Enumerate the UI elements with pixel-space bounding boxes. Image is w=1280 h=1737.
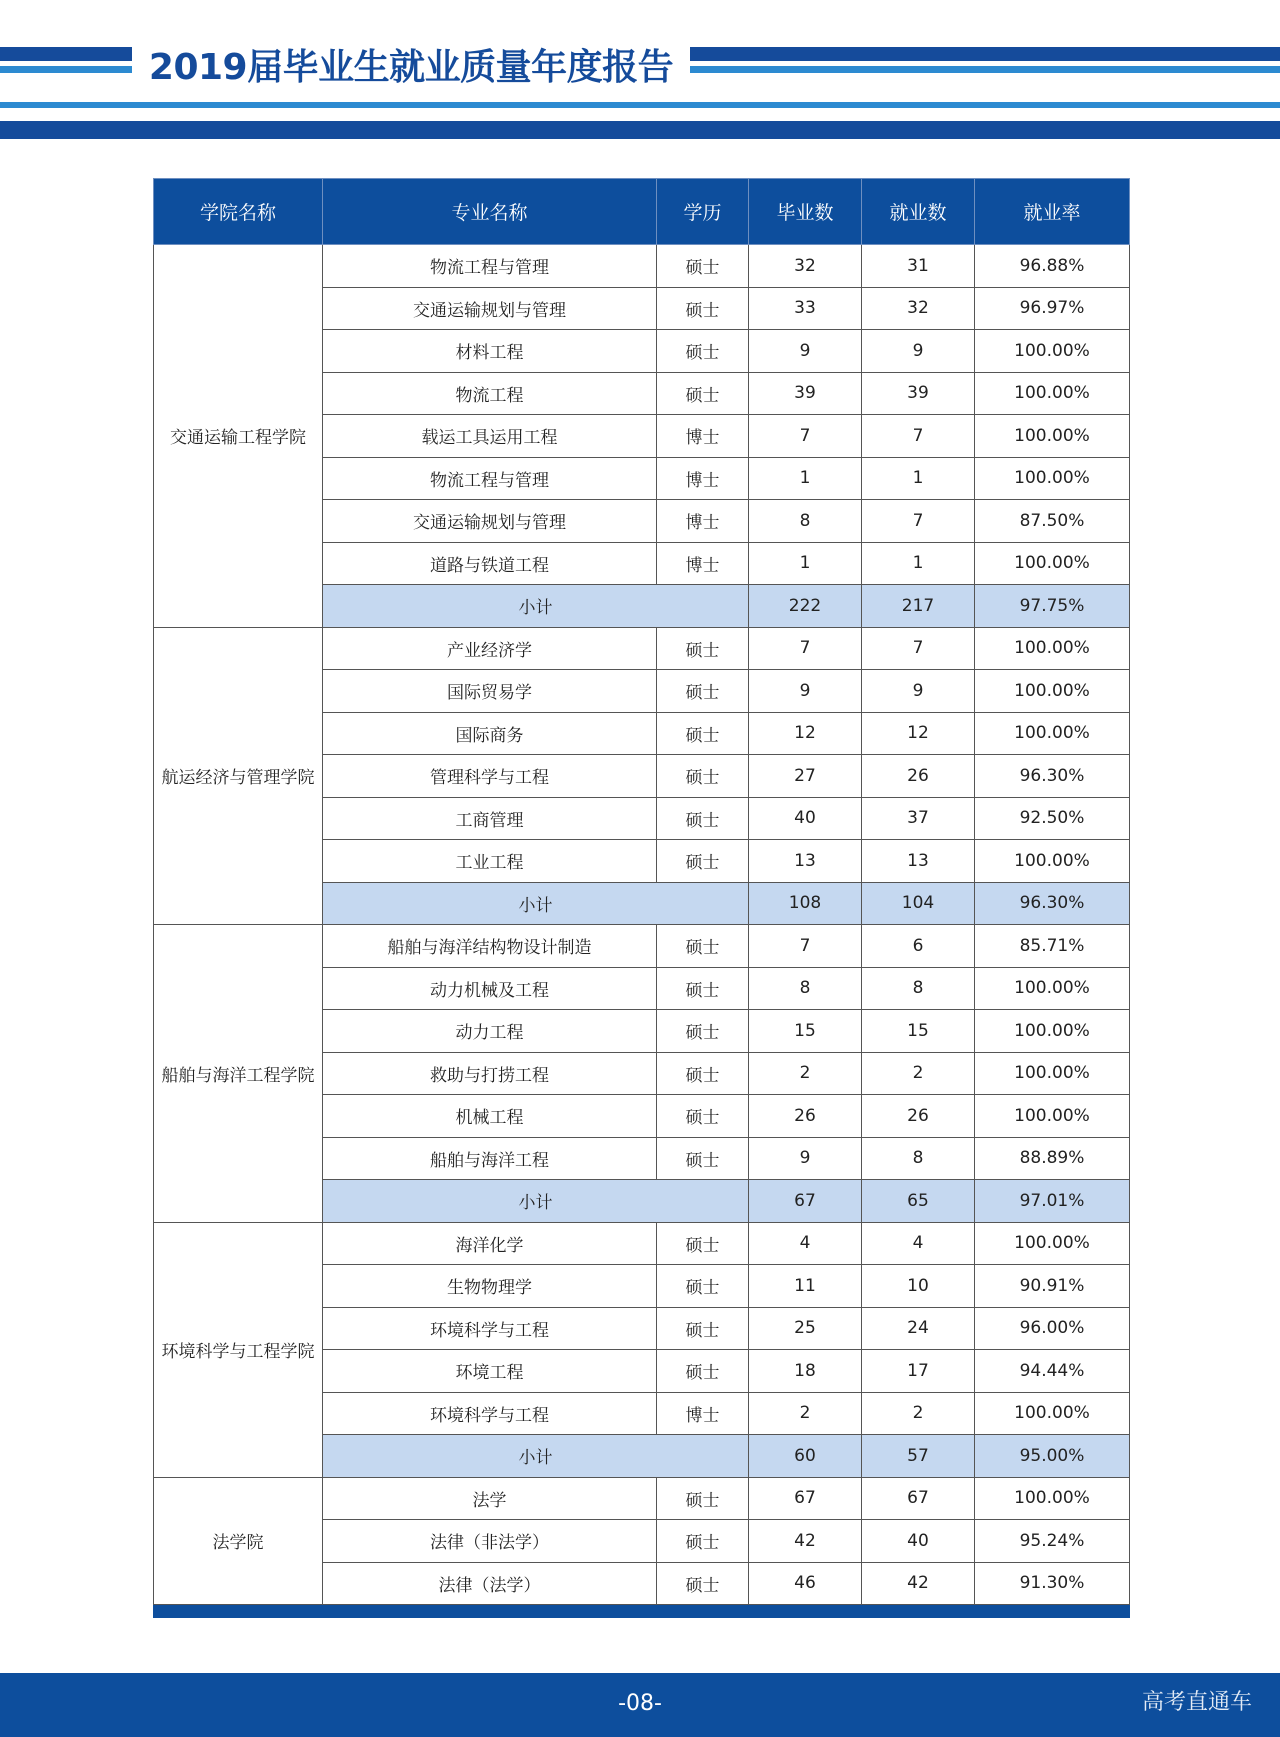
graduates-count: 7 xyxy=(749,415,862,458)
graduates-count: 27 xyxy=(749,755,862,798)
employed-count: 12 xyxy=(862,712,975,755)
table-row xyxy=(154,925,1130,968)
employment-rate: 92.50% xyxy=(975,797,1130,840)
table-row xyxy=(154,1477,1130,1520)
employed-count: 39 xyxy=(862,372,975,415)
employed-count: 1 xyxy=(862,457,975,500)
employment-rate: 96.00% xyxy=(975,1307,1130,1350)
employment-table xyxy=(153,178,1130,1618)
employment-rate: 85.71% xyxy=(975,925,1130,968)
graduates-count: 12 xyxy=(749,712,862,755)
header-band xyxy=(0,121,1280,139)
major-name: 物流工程与管理 xyxy=(323,245,657,288)
graduates-count: 1 xyxy=(749,542,862,585)
employment-rate: 96.97% xyxy=(975,287,1130,330)
employment-rate: 100.00% xyxy=(975,840,1130,883)
employed-count: 40 xyxy=(862,1520,975,1563)
college-name: 环境科学与工程学院 xyxy=(154,1222,323,1477)
subtotal-rate: 96.30% xyxy=(975,882,1130,925)
college-name: 船舶与海洋工程学院 xyxy=(154,925,323,1223)
watermark: 高考直通车 xyxy=(1141,1690,1252,1715)
graduates-count: 8 xyxy=(749,500,862,543)
major-name: 国际贸易学 xyxy=(323,670,657,713)
table-row xyxy=(154,245,1130,288)
college-name: 航运经济与管理学院 xyxy=(154,627,323,925)
degree: 硕士 xyxy=(657,1010,749,1053)
employed-count: 7 xyxy=(862,627,975,670)
graduates-count: 7 xyxy=(749,925,862,968)
major-name: 环境工程 xyxy=(323,1350,657,1393)
employed-count: 6 xyxy=(862,925,975,968)
header-band xyxy=(0,102,1280,108)
graduates-count: 67 xyxy=(749,1477,862,1520)
subtotal-graduates: 222 xyxy=(749,585,862,628)
subtotal-label: 小计 xyxy=(323,1180,749,1223)
employment-rate: 100.00% xyxy=(975,1052,1130,1095)
major-name: 海洋化学 xyxy=(323,1222,657,1265)
employed-count: 9 xyxy=(862,330,975,373)
major-name: 物流工程与管理 xyxy=(323,457,657,500)
table-body xyxy=(154,245,1130,1618)
employment-rate: 100.00% xyxy=(975,1392,1130,1435)
graduates-count: 9 xyxy=(749,330,862,373)
degree: 硕士 xyxy=(657,1265,749,1308)
employment-rate: 100.00% xyxy=(975,457,1130,500)
graduates-count: 7 xyxy=(749,627,862,670)
graduates-count: 33 xyxy=(749,287,862,330)
subtotal-rate: 97.01% xyxy=(975,1180,1130,1223)
major-name: 生物物理学 xyxy=(323,1265,657,1308)
employment-rate: 96.88% xyxy=(975,245,1130,288)
employment-rate: 100.00% xyxy=(975,1010,1130,1053)
employment-rate: 100.00% xyxy=(975,372,1130,415)
employed-count: 67 xyxy=(862,1477,975,1520)
graduates-count: 40 xyxy=(749,797,862,840)
employed-count: 2 xyxy=(862,1052,975,1095)
major-name: 国际商务 xyxy=(323,712,657,755)
graduates-count: 9 xyxy=(749,670,862,713)
employed-count: 24 xyxy=(862,1307,975,1350)
degree: 硕士 xyxy=(657,1520,749,1563)
major-name: 船舶与海洋工程 xyxy=(323,1137,657,1180)
degree: 博士 xyxy=(657,415,749,458)
major-name: 载运工具运用工程 xyxy=(323,415,657,458)
major-name: 动力机械及工程 xyxy=(323,967,657,1010)
degree: 硕士 xyxy=(657,925,749,968)
subtotal-rate: 95.00% xyxy=(975,1435,1130,1478)
col-header-employed: 就业数 xyxy=(862,179,975,245)
major-name: 救助与打捞工程 xyxy=(323,1052,657,1095)
subtotal-label: 小计 xyxy=(323,1435,749,1478)
degree: 博士 xyxy=(657,1392,749,1435)
degree: 硕士 xyxy=(657,1477,749,1520)
employed-count: 1 xyxy=(862,542,975,585)
report-title: 2019届毕业生就业质量年度报告 xyxy=(148,46,674,88)
col-header-graduates: 毕业数 xyxy=(749,179,862,245)
employment-rate: 100.00% xyxy=(975,1222,1130,1265)
employed-count: 42 xyxy=(862,1562,975,1605)
degree: 博士 xyxy=(657,457,749,500)
college-name: 交通运输工程学院 xyxy=(154,245,323,628)
graduates-count: 9 xyxy=(749,1137,862,1180)
major-name: 法律（非法学） xyxy=(323,1520,657,1563)
degree: 硕士 xyxy=(657,1562,749,1605)
graduates-count: 25 xyxy=(749,1307,862,1350)
employment-rate: 88.89% xyxy=(975,1137,1130,1180)
employed-count: 8 xyxy=(862,967,975,1010)
employment-rate: 100.00% xyxy=(975,712,1130,755)
table-row xyxy=(154,627,1130,670)
employment-rate: 96.30% xyxy=(975,755,1130,798)
degree: 硕士 xyxy=(657,797,749,840)
college-name: 法学院 xyxy=(154,1477,323,1605)
degree: 硕士 xyxy=(657,1307,749,1350)
employment-rate: 100.00% xyxy=(975,1477,1130,1520)
major-name: 机械工程 xyxy=(323,1095,657,1138)
graduates-count: 42 xyxy=(749,1520,862,1563)
employment-rate: 100.00% xyxy=(975,627,1130,670)
degree: 硕士 xyxy=(657,372,749,415)
employment-rate: 100.00% xyxy=(975,967,1130,1010)
graduates-count: 11 xyxy=(749,1265,862,1308)
major-name: 材料工程 xyxy=(323,330,657,373)
graduates-count: 18 xyxy=(749,1350,862,1393)
employment-rate: 100.00% xyxy=(975,670,1130,713)
major-name: 法律（法学） xyxy=(323,1562,657,1605)
employed-count: 2 xyxy=(862,1392,975,1435)
major-name: 环境科学与工程 xyxy=(323,1307,657,1350)
subtotal-employed: 57 xyxy=(862,1435,975,1478)
major-name: 船舶与海洋结构物设计制造 xyxy=(323,925,657,968)
employment-rate: 100.00% xyxy=(975,542,1130,585)
employed-count: 37 xyxy=(862,797,975,840)
degree: 硕士 xyxy=(657,1052,749,1095)
graduates-count: 15 xyxy=(749,1010,862,1053)
degree: 硕士 xyxy=(657,755,749,798)
employed-count: 4 xyxy=(862,1222,975,1265)
degree: 硕士 xyxy=(657,1222,749,1265)
employed-count: 13 xyxy=(862,840,975,883)
graduates-count: 13 xyxy=(749,840,862,883)
degree: 硕士 xyxy=(657,967,749,1010)
major-name: 交通运输规划与管理 xyxy=(323,500,657,543)
col-header-major: 专业名称 xyxy=(323,179,657,245)
employment-rate: 100.00% xyxy=(975,1095,1130,1138)
degree: 硕士 xyxy=(657,712,749,755)
graduates-count: 26 xyxy=(749,1095,862,1138)
employment-rate: 94.44% xyxy=(975,1350,1130,1393)
subtotal-employed: 217 xyxy=(862,585,975,628)
major-name: 工业工程 xyxy=(323,840,657,883)
employed-count: 31 xyxy=(862,245,975,288)
major-name: 动力工程 xyxy=(323,1010,657,1053)
degree: 硕士 xyxy=(657,330,749,373)
employment-rate: 95.24% xyxy=(975,1520,1130,1563)
subtotal-employed: 104 xyxy=(862,882,975,925)
table-end-bar-cell xyxy=(154,1605,1130,1618)
degree: 博士 xyxy=(657,500,749,543)
employed-count: 9 xyxy=(862,670,975,713)
table-header-row xyxy=(154,179,1130,245)
degree: 硕士 xyxy=(657,840,749,883)
major-name: 工商管理 xyxy=(323,797,657,840)
employed-count: 32 xyxy=(862,287,975,330)
major-name: 环境科学与工程 xyxy=(323,1392,657,1435)
degree: 硕士 xyxy=(657,287,749,330)
graduates-count: 39 xyxy=(749,372,862,415)
graduates-count: 2 xyxy=(749,1392,862,1435)
degree: 硕士 xyxy=(657,1095,749,1138)
page-number: -08- xyxy=(618,1691,662,1716)
degree: 硕士 xyxy=(657,1350,749,1393)
employment-rate: 87.50% xyxy=(975,500,1130,543)
graduates-count: 4 xyxy=(749,1222,862,1265)
title-box xyxy=(132,38,690,90)
graduates-count: 46 xyxy=(749,1562,862,1605)
table-end-bar xyxy=(154,1605,1130,1618)
footer-bar xyxy=(0,1673,1280,1737)
graduates-count: 2 xyxy=(749,1052,862,1095)
subtotal-graduates: 60 xyxy=(749,1435,862,1478)
major-name: 法学 xyxy=(323,1477,657,1520)
employed-count: 10 xyxy=(862,1265,975,1308)
major-name: 交通运输规划与管理 xyxy=(323,287,657,330)
col-header-rate: 就业率 xyxy=(975,179,1130,245)
employed-count: 7 xyxy=(862,500,975,543)
subtotal-label: 小计 xyxy=(323,585,749,628)
major-name: 产业经济学 xyxy=(323,627,657,670)
graduates-count: 32 xyxy=(749,245,862,288)
subtotal-label: 小计 xyxy=(323,882,749,925)
subtotal-graduates: 67 xyxy=(749,1180,862,1223)
graduates-count: 8 xyxy=(749,967,862,1010)
subtotal-graduates: 108 xyxy=(749,882,862,925)
employment-rate: 100.00% xyxy=(975,330,1130,373)
major-name: 物流工程 xyxy=(323,372,657,415)
graduates-count: 1 xyxy=(749,457,862,500)
degree: 硕士 xyxy=(657,1137,749,1180)
subtotal-employed: 65 xyxy=(862,1180,975,1223)
major-name: 道路与铁道工程 xyxy=(323,542,657,585)
employed-count: 7 xyxy=(862,415,975,458)
degree: 博士 xyxy=(657,542,749,585)
employed-count: 15 xyxy=(862,1010,975,1053)
major-name: 管理科学与工程 xyxy=(323,755,657,798)
employment-rate: 90.91% xyxy=(975,1265,1130,1308)
col-header-degree: 学历 xyxy=(657,179,749,245)
employment-rate: 91.30% xyxy=(975,1562,1130,1605)
employed-count: 26 xyxy=(862,755,975,798)
employed-count: 17 xyxy=(862,1350,975,1393)
degree: 硕士 xyxy=(657,245,749,288)
degree: 硕士 xyxy=(657,670,749,713)
degree: 硕士 xyxy=(657,627,749,670)
employment-rate: 100.00% xyxy=(975,415,1130,458)
table-row xyxy=(154,1222,1130,1265)
employed-count: 26 xyxy=(862,1095,975,1138)
employed-count: 8 xyxy=(862,1137,975,1180)
col-header-college: 学院名称 xyxy=(154,179,323,245)
subtotal-rate: 97.75% xyxy=(975,585,1130,628)
